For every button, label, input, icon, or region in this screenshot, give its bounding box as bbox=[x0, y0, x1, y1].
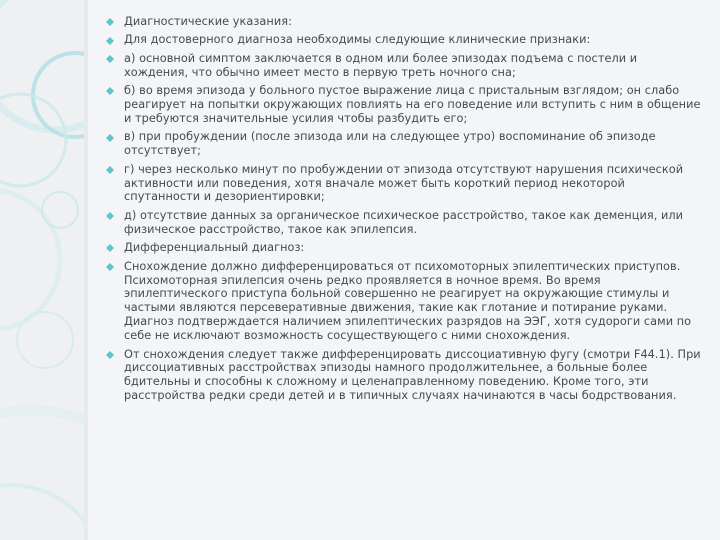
bullet-diamond-icon bbox=[106, 212, 114, 220]
bullet-item bbox=[104, 130, 704, 158]
bullet-diamond-icon bbox=[106, 37, 114, 45]
bullet-diamond-icon bbox=[106, 18, 114, 26]
bullet-item bbox=[104, 260, 704, 343]
bullet-list bbox=[104, 15, 704, 408]
bullet-text: б) во время эпизода у больного пустое выражение лица с пристальным взглядом; он слабо реагирует на попытки окружающих повлиять на его поведение или вступить с ним в общение и требуются значительные усилия чтобы разбудить его; bbox=[124, 84, 701, 125]
bullet-text: г) через несколько минут по пробуждении от эпизода отсутствуют нарушения психической активности или поведения, хотя вначале может быть короткий период некоторой спутанности и дезориентировки; bbox=[124, 162, 684, 204]
bullet-item bbox=[104, 15, 704, 29]
bullet-item bbox=[104, 348, 704, 404]
bullet-diamond-icon bbox=[106, 55, 114, 63]
bullet-item bbox=[104, 52, 704, 80]
bullet-diamond-icon bbox=[106, 87, 114, 95]
bullet-item bbox=[104, 209, 704, 237]
bullet-diamond-icon bbox=[106, 351, 114, 359]
bullet-diamond-icon bbox=[106, 263, 114, 271]
bullet-text: д) отсутствие данных за органическое психическое расстройство, такое как деменция, или физическое расстройство, такое как эпилепсия. bbox=[124, 208, 684, 236]
bullet-diamond-icon bbox=[106, 166, 114, 174]
bullet-diamond-icon bbox=[106, 244, 114, 252]
bullet-text: Снохождение должно дифференцироваться от психомоторных эпилептических приступов. Психомоторная эпилепсия очень редко проявляется в ночное время. Во время эпилептического приступа больной совершенно не реагирует на окружающие стимулы и частыми являются персеверативные движения, такие как глотание и потирание руками. Диагноз подтверждается наличием эпилептических разрядов на ЭЭГ, хотя судороги сами по себе не исключают возможность сосуществующего с ними снохождения. bbox=[124, 259, 692, 343]
bullet-text: а) основной симптом заключается в одном или более эпизодах подъема с постели и хождения, что обычно имеет место в первую треть ночного сна; bbox=[124, 51, 638, 79]
bullet-text: в) при пробуждении (после эпизода или на следующее утро) воспоминание об эпизоде отсутствует; bbox=[124, 130, 656, 158]
bullet-item bbox=[104, 163, 704, 205]
bullet-text: Для достоверного диагноза необходимы следующие клинические признаки: bbox=[124, 33, 591, 47]
bullet-diamond-icon bbox=[106, 134, 114, 142]
bullet-text: Дифференциальный диагноз: bbox=[124, 241, 305, 255]
bullet-item bbox=[104, 33, 704, 47]
bullet-text: От снохождения следует также дифференцировать диссоциативную фугу (смотри F44.1). При диссоциативных расстройствах эпизоды намного продолжительнее, а больные более бдительны и способны к сложному и целенаправленному поведению. Кроме того, эти расстройства редки среди детей и в типичных случаях начинаются в часы бодрствования. bbox=[124, 347, 701, 403]
bullet-item bbox=[104, 241, 704, 255]
bullet-item bbox=[104, 84, 704, 126]
bullet-text: Диагностические указания: bbox=[124, 15, 292, 28]
